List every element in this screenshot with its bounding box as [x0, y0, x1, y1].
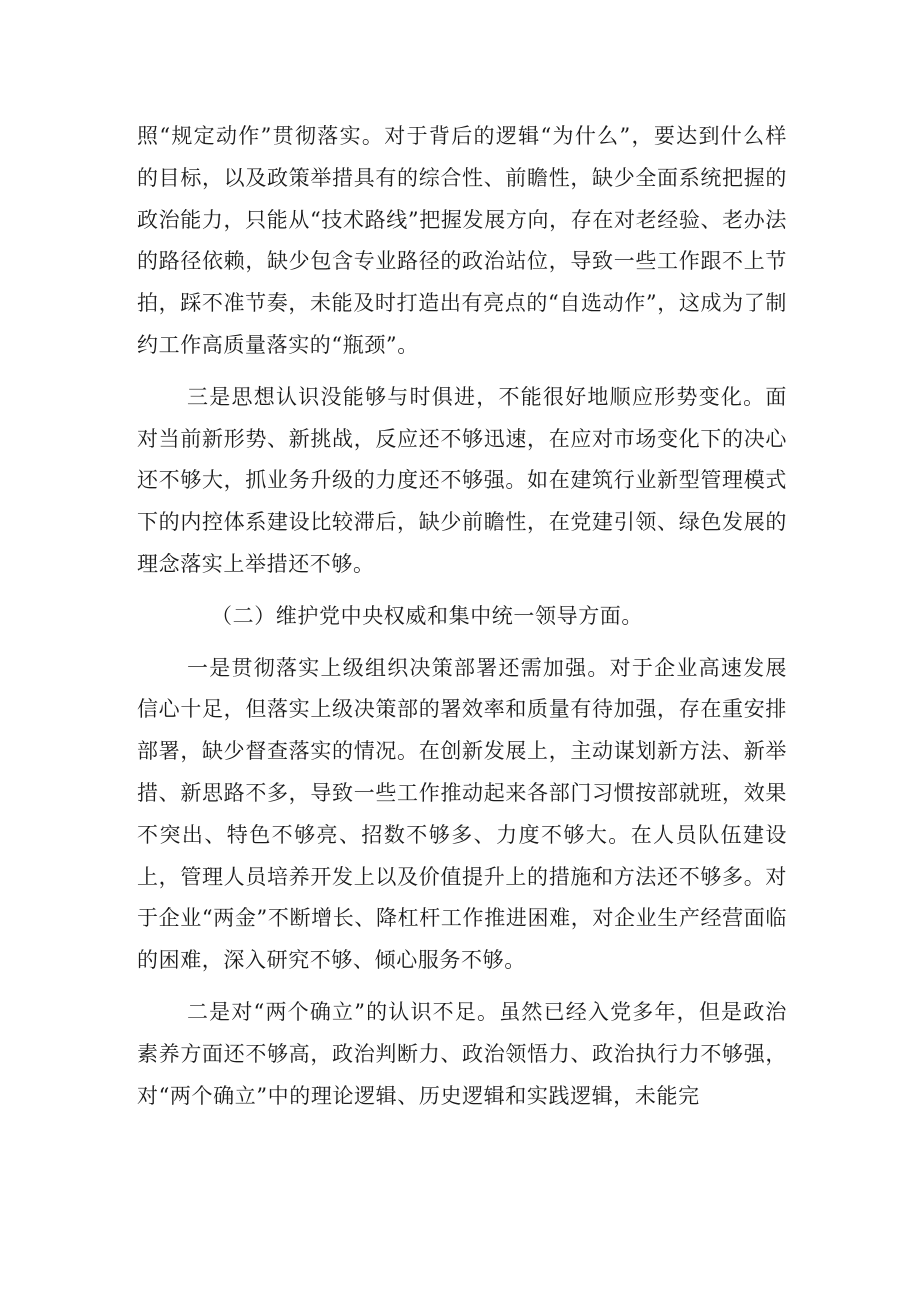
paragraph-point-two: 二是对“两个确立”的认识不足。虽然已经入党多年，但是政治素养方面还不够高，政治判断力、政治领悟力、政治执行力不够强，对“两个确立”中的理论逻辑、历史逻辑和实践逻辑，未能完: [137, 999, 787, 1108]
paragraph-continuation: 照“规定动作”贯彻落实。对于背后的逻辑“为什么”，要达到什么样的目标，以及政策举措具有的综合性、前瞻性，缺少全面系统把握的政治能力，只能从“技术路线”把握发展方向，存在对老经验、老办法的路径依赖，缺少包含专业路径的政治站位，导致一些工作跟不上节拍，踩不准节奏，未能及时打造出有亮点的“自选动作”，这成为了制约工作高质量落实的“瓶颈”。: [137, 124, 787, 357]
paragraph-point-three: 三是思想认识没能够与时俱进，不能很好地顺应形势变化。面对当前新形势、新挑战，反应还不够迅速，在应对市场变化下的决心还不够大，抓业务升级的力度还不够强。如在建筑行业新型管理模式下的内控体系建设比较滞后，缺少前瞻性，在党建引领、绿色发展的理念落实上举措还不够。: [137, 384, 787, 576]
paragraph-point-one: 一是贯彻落实上级组织决策部署还需加强。对于企业高速发展信心十足，但落实上级决策部的署效率和质量有待加强，存在重安排部署，缺少督查落实的情况。在创新发展上，主动谋划新方法、新举措、新思路不多，导致一些工作推动起来各部门习惯按部就班，效果不突出、特色不够亮、招数不够多、力度不够大。在人员队伍建设上，管理人员培养开发上以及价值提升上的措施和方法还不够多。对于企业“两金”不断增长、降杠杆工作推进困难，对企业生产经营面临的困难，深入研究不够、倾心服务不够。: [137, 655, 787, 973]
section-heading-two: （二）维护党中央权威和集中统一领导方面。: [211, 603, 643, 628]
document-body: [137, 116, 787, 1117]
